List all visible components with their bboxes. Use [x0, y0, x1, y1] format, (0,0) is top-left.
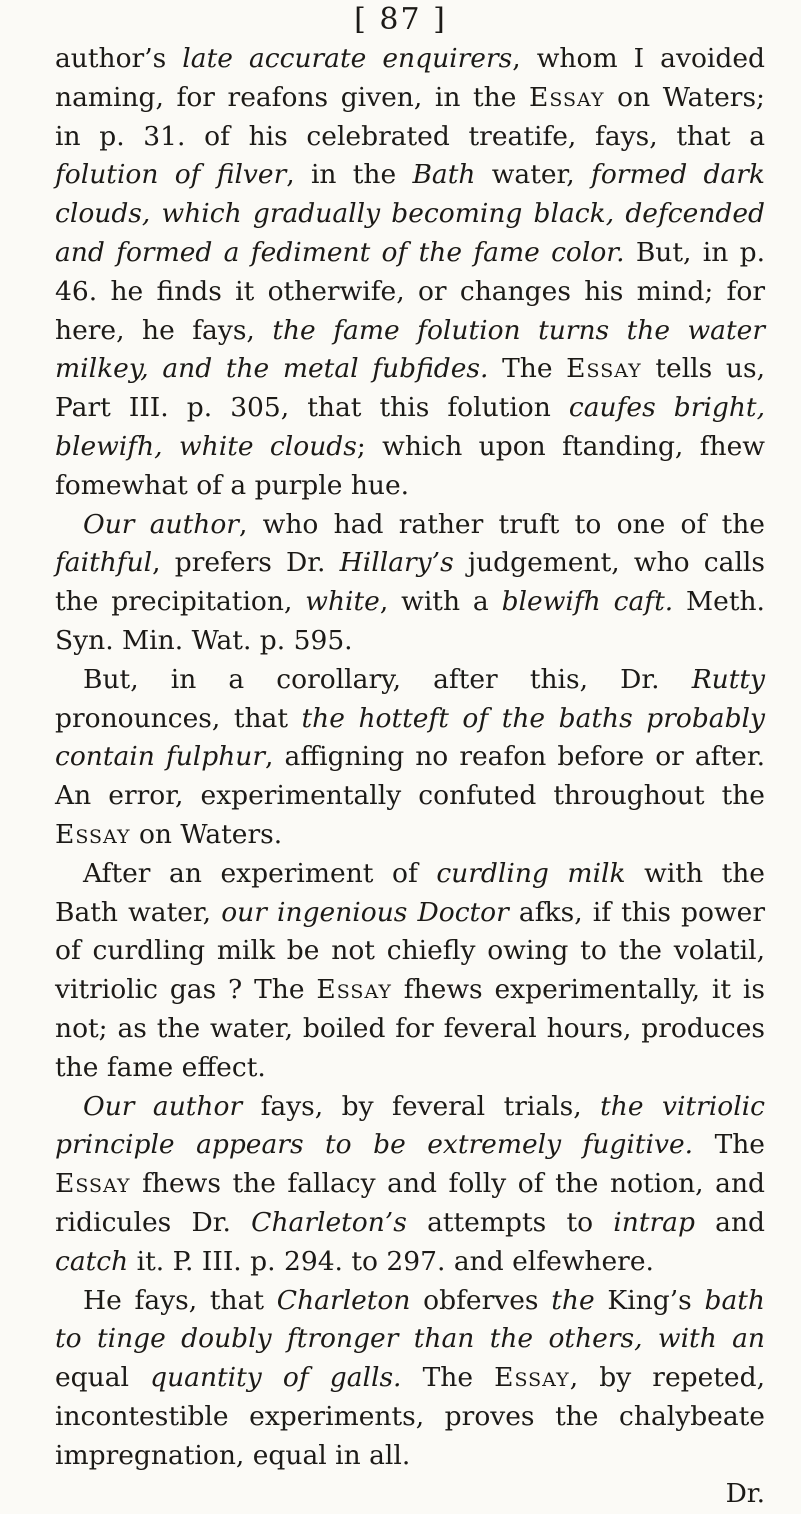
paragraph-4: After an experiment of curdling milk with the Bath water, our ingenious Doctor afks, if this power of curdling milk be not chiefly owing to the volatil, vitriolic gas ? The Essay fhews experimentally, it is not; as the water, boiled for feveral hours, produces the fame effect.	[55, 857, 765, 1083]
page-body	[55, 40, 765, 1514]
paragraph-1: author’s late accurate enquirers, whom I avoided naming, for reafons given, in the Essay on Waters; in p. 31. of his celebrated treatife, fays, that a folution of filver, in the Bath water, formed dark clouds, which gradually becoming black, defcended and formed a fediment of the fame color. But, in p. 46. he finds it otherwife, or changes his mind; for here, he fays, the fame folution turns the water milkey, and the metal fubfides. The Essay tells us, Part III. p. 305, that this folution caufes bright, blewifh, white clouds; which upon ftanding, fhew fomewhat of a purple hue.	[55, 43, 765, 501]
paragraph-2: Our author, who had rather truft to one of the faithful, prefers Dr. Hillary’s judgement, who calls the precipitation, white, with a blewifh caft. Meth. Syn. Min. Wat. p. 595.	[55, 508, 765, 656]
paragraph-3: But, in a corollary, after this, Dr. Rutty pronounces, that the hotteft of the baths probably contain fulphur, affigning no reafon before or after. An error, experimentally confuted throughout the Essay on Waters.	[55, 663, 765, 850]
paragraph-6: He fays, that Charleton obferves the King’s bath to tinge doubly ftronger than the others, with an equal quantity of galls. The Essay, by repeted, incontestible experiments, proves the chalybeate impregnation, equal in all.	[55, 1284, 765, 1471]
page-number: [ 87 ]	[354, 2, 447, 37]
paragraph-5: Our author fays, by feveral trials, the vitriolic principle appears to be extremely fugitive. The Essay fhews the fallacy and folly of the notion, and ridicules Dr. Charleton’s attempts to intrap and catch it. P. III. p. 294. to 297. and elfewhere.	[55, 1090, 765, 1277]
catchword: Dr.	[725, 1478, 765, 1510]
